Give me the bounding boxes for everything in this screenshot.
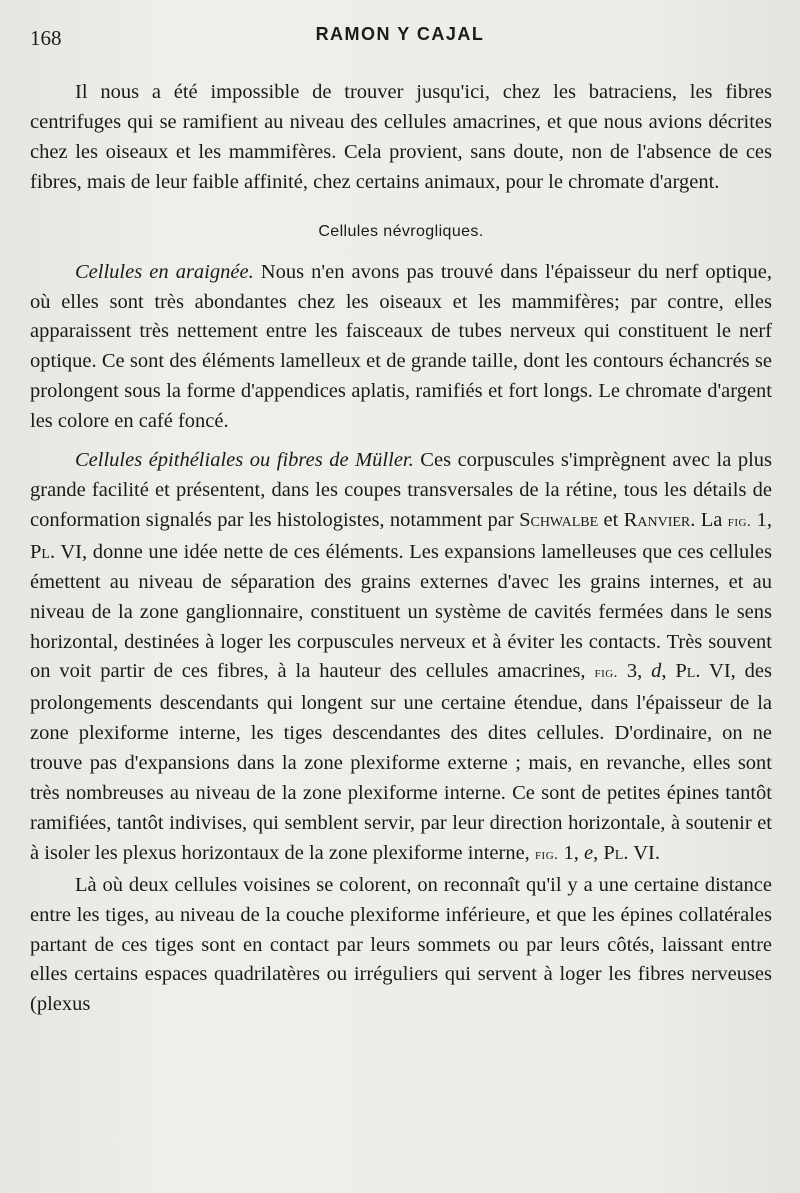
paragraph-text: , bbox=[593, 841, 604, 864]
page-number: 168 bbox=[30, 26, 62, 50]
paragraph-text: 1, bbox=[558, 841, 585, 864]
plate-ref: Pl. bbox=[603, 841, 629, 864]
section-heading: Cellules névrogliques. bbox=[318, 222, 484, 240]
figure-letter: e bbox=[584, 841, 594, 864]
paragraph-text: VI. bbox=[628, 841, 660, 864]
paragraph-text: , bbox=[661, 660, 676, 683]
running-title: RAMON Y CAJAL bbox=[315, 24, 485, 44]
paragraph-text: VI, des prolongements descendants qui longent sur une certaine étendue, dans l'épaisseur de la zone plexiforme interne, les tiges descendantes des dites cellules. D'ordinaire, on ne trouve pas d'expansions dans la zone plexiforme externe ; mais, en revanche, elles sont très nombreuses au niveau de la zone plexiforme interne. Ce sont de petites épines tantôt ramifiées, tantôt indivises, qui semblent servir, par leur direction horizontale, à soutenir et à isoler les plexus horizontaux de la zone plexiforme interne, bbox=[30, 660, 773, 864]
paragraph-gap bbox=[30, 437, 772, 446]
page-header bbox=[30, 20, 770, 52]
paragraph-text: VI, donne une idée nette de ces éléments. Les expansions lamelleuses que ces cellules émettent au niveau de séparation des grains externes d'avec les grains internes, et au niveau de la zone ganglionnaire, constituent un système de cavités fermées dans le sens horizontal, destinées à loger les corpuscules nerveux et à éviter les contacts. Très souvent on voit partir de ces fibres, à la hauteur des cellules amacrines, bbox=[30, 540, 772, 683]
figure-ref: fig. bbox=[594, 665, 618, 682]
plate-ref: Pl. bbox=[30, 540, 56, 563]
body-text bbox=[30, 78, 772, 1020]
figure-letter: d bbox=[651, 660, 662, 683]
paragraph-text: Nous n'en avons pas trouvé dans l'épaisseur du nerf optique, où elles sont très abondantes chez les oiseaux et les mammifères; par contre, elles apparaissent très nettement entre les faisceaux de tubes nerveux qui constituent le nerf optique. Ce sont des éléments lamelleux et de grande taille, dont les contours échancrés se prolongent sous la forme d'appendices aplatis, ramifiés et fort longs. Le chromate d'argent les colore en café foncé. bbox=[30, 260, 772, 433]
paragraph-lead-italic: Cellules en araignée. bbox=[75, 260, 254, 283]
author-name: Schwalbe bbox=[519, 508, 599, 531]
paragraph-text: 1, bbox=[751, 508, 772, 531]
paragraph-text: Ces corpuscules s'imprègnent avec la plus grande facilité et présentent, dans les coupes transversales de la rétine, tous les détails de conformation signalés par les histologistes, notamment par bbox=[30, 449, 772, 531]
figure-ref: fig. bbox=[534, 846, 559, 863]
paragraph-text: et bbox=[598, 508, 624, 531]
figure-ref: fig. bbox=[727, 513, 752, 530]
author-name: Ranvier bbox=[623, 508, 691, 531]
paragraph-lead-italic: Cellules épithéliales ou fibres de Müller. bbox=[75, 449, 414, 472]
paragraph-fibres-muller bbox=[30, 446, 772, 871]
paragraph-text: 3, bbox=[617, 660, 652, 683]
paragraph-batraciens: Il nous a été impossible de trouver jusqu'ici, chez les batraciens, les fibres centrifuges qui se ramifient au niveau des cellules amacrines, et que nous avions décrites chez les oiseaux et les mammifères. Cela provient, sans doute, non de l'absence de ces fibres, mais de leur faible affinité, chez certains animaux, pour le chromate d'argent. bbox=[30, 81, 772, 193]
plate-ref: Pl. bbox=[675, 660, 701, 683]
paragraph-text: . La bbox=[690, 508, 728, 531]
paragraph-cellules-araignee bbox=[30, 258, 772, 437]
paragraph-cellules-voisines: Là où deux cellules voisines se colorent, on reconnaît qu'il y a une certaine distance entre les tiges, au niveau de la couche plexiforme inférieure, et que les épines collatérales partant de ces tiges sont en contact par leurs sommets ou par leurs côtés, laissant entre elles certains espaces quadrilatères ou irréguliers qui servent à loger les fibres nerveuses (plexus bbox=[30, 873, 772, 1016]
